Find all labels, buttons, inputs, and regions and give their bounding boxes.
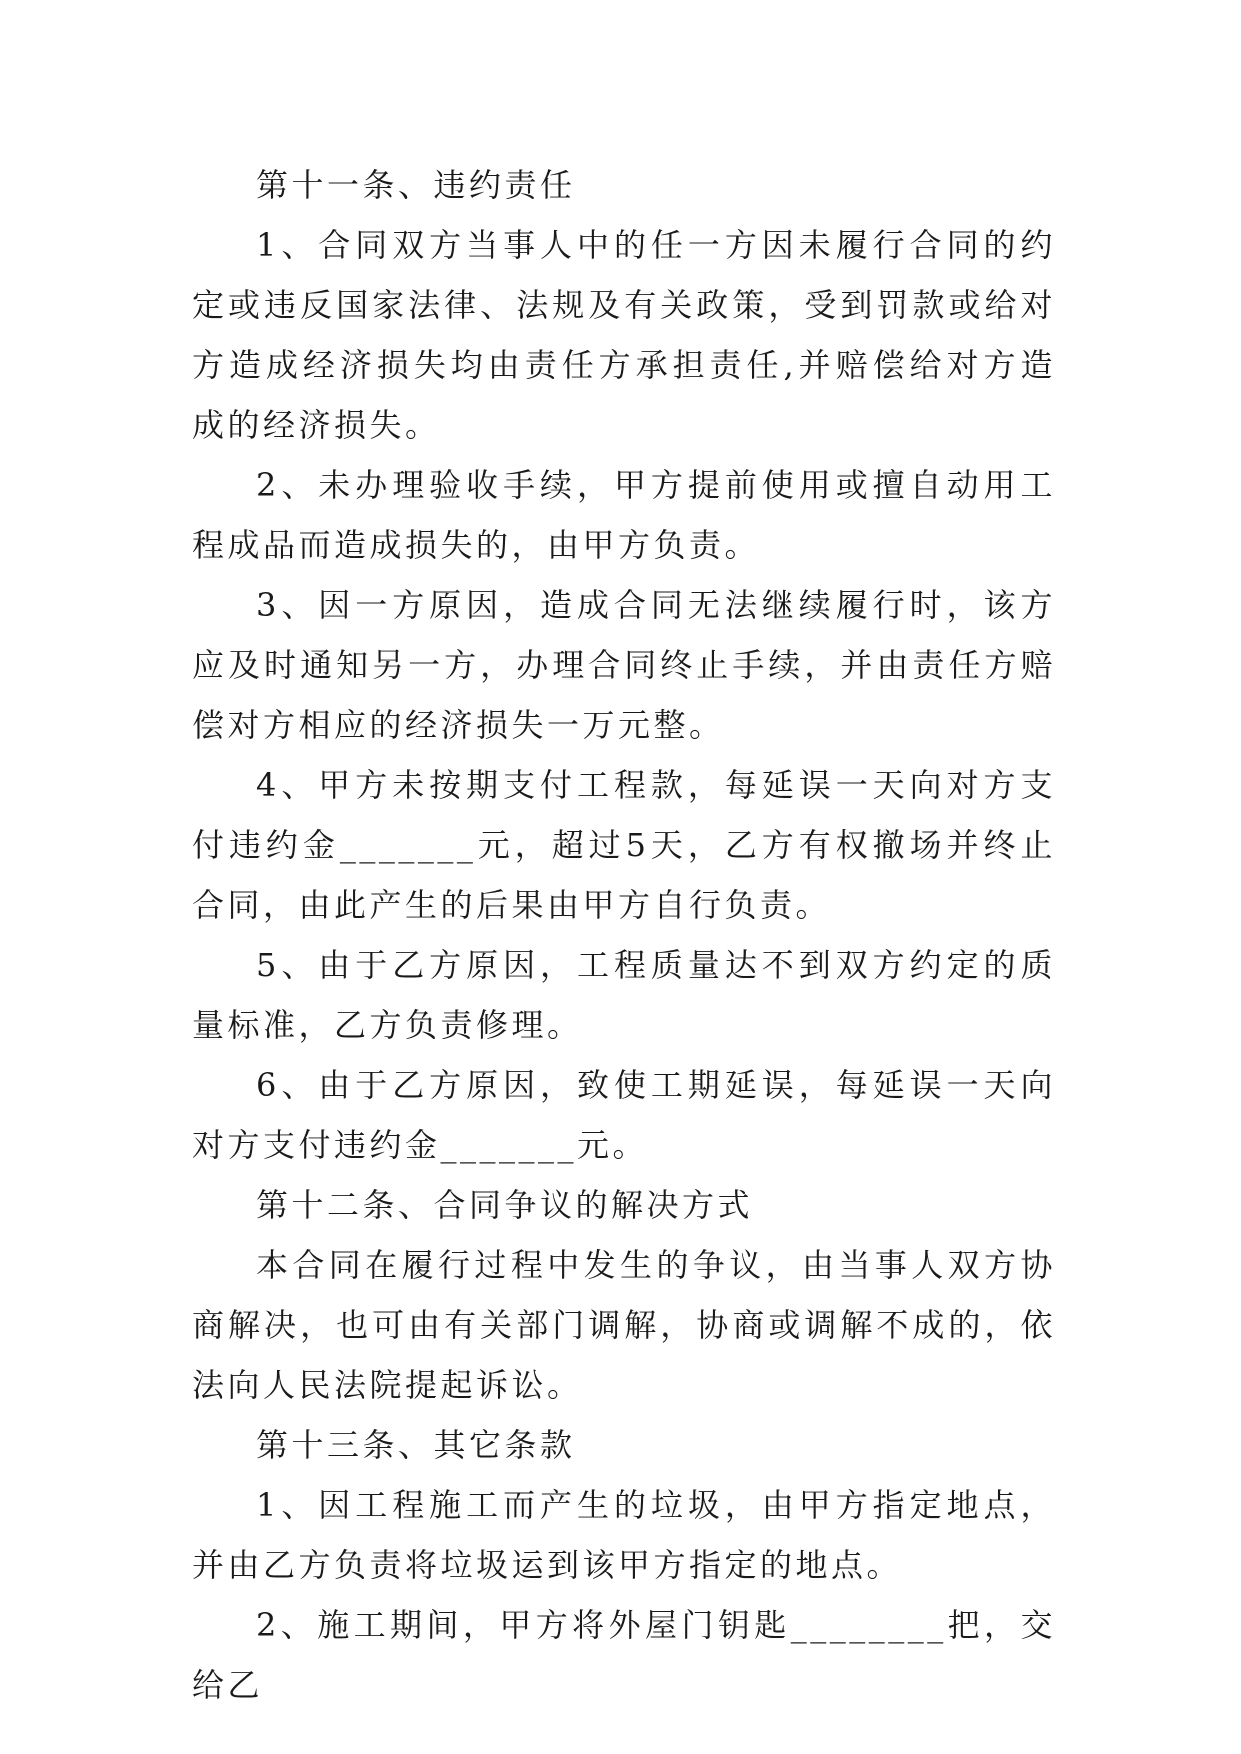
article-11-clause-1: 1、合同双方当事人中的任一方因未履行合同的约定或违反国家法律、法规及有关政策，受到罚款或给对方造成经济损失均由责任方承担责任,并赔偿给对方造成的经济损失。: [192, 226, 1056, 444]
article-13-clause-1: 1、因工程施工而产生的垃圾，由甲方指定地点，并由乙方负责将垃圾运到该甲方指定的地点。: [192, 1486, 1056, 1584]
article-11-heading: 第十一条、违约责任: [256, 166, 576, 204]
article-11-clause-2: 2、未办理验收手续，甲方提前使用或擅自动用工程成品而造成损失的，由甲方负责。: [192, 466, 1056, 564]
article-12-body: 本合同在履行过程中发生的争议，由当事人双方协商解决，也可由有关部门调解，协商或调解不成的，依法向人民法院提起诉讼。: [192, 1246, 1056, 1404]
article-13-heading: 第十三条、其它条款: [256, 1426, 576, 1464]
article-13-clause-2: 2、施工期间，甲方将外屋门钥匙________把，交给乙: [192, 1606, 1056, 1704]
article-11-clause-4: 4、甲方未按期支付工程款，每延误一天向对方支付违约金_______元，超过5天，乙方有权撤场并终止合同，由此产生的后果由甲方自行负责。: [192, 766, 1056, 924]
article-11-clause-3: 3、因一方原因，造成合同无法继续履行时，该方应及时通知另一方，办理合同终止手续，并由责任方赔偿对方相应的经济损失一万元整。: [192, 586, 1056, 744]
document-body: [192, 155, 1056, 1715]
article-11-clause-6: 6、由于乙方原因，致使工期延误，每延误一天向对方支付违约金_______元。: [192, 1066, 1056, 1164]
article-11-clause-5: 5、由于乙方原因，工程质量达不到双方约定的质量标准，乙方负责修理。: [192, 946, 1056, 1044]
article-12-heading: 第十二条、合同争议的解决方式: [256, 1186, 754, 1224]
